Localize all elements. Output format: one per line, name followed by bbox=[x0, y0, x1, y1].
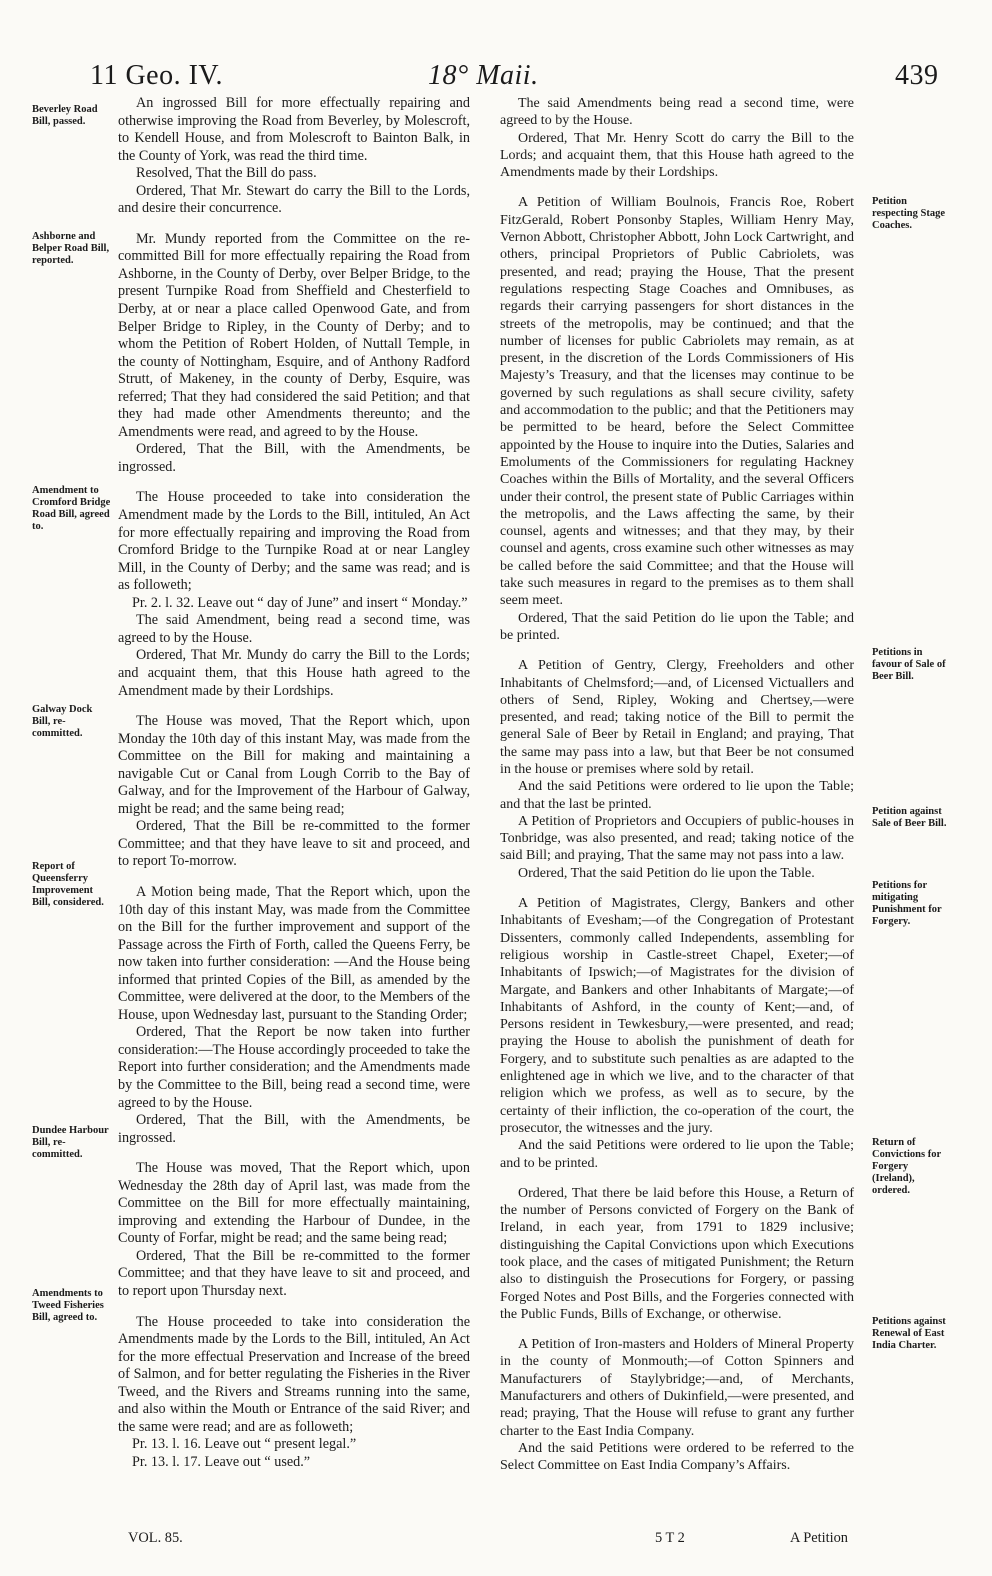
margin-note: Return of Convictions for Forgery (Ireland), ordered. bbox=[872, 1137, 941, 1196]
paragraph: Ordered, That Mr. Henry Scott do carry the Bill to the Lords; and acquaint them, that this House hath agreed to the Amendments made by their Lordships. bbox=[500, 130, 854, 181]
paragraph: The House was moved, That the Report which, upon Wednesday the 28th day of April last, was made from the Committee on the Bill for more effectually maintaining, improving and extending the Harbour of Dundee, in the County of Forfar, might be read; and the same being read; bbox=[118, 1160, 470, 1247]
paragraph: Ordered, That Mr. Stewart do carry the Bill to the Lords, and desire their concurrence. bbox=[118, 182, 470, 217]
margin-note: Ashborne and Belper Road Bill, reported. bbox=[32, 231, 110, 266]
paragraph: And the said Petitions were ordered to be referred to the Select Committee on East India Company’s Affairs. bbox=[500, 1440, 854, 1474]
paragraph: The said Amendment, being read a second time, was agreed to by the House. bbox=[118, 612, 470, 646]
paragraph: Ordered, That the Bill be re-committed to the former Committee; and that they have leave to sit and proceed, and to report upon Thursday next. bbox=[118, 1247, 470, 1299]
margin-note: Amendments to Tweed Fisheries Bill, agreed to. bbox=[32, 1288, 104, 1323]
margin-note: Galway Dock Bill, re-committed. bbox=[32, 704, 93, 739]
paragraph: A Motion being made, That the Report which, upon the 10th day of this instant May, was made from the Committee on the Bill for the further improvement and support of the Passage across the Firth of Forth, called the Queens Ferry, be now taken into further consideration: —And the House being informed that printed Copies of the Bill, as amended by the Committee, were delivered at the door, to the Members of the House, upon Wednesday last, pursuant to the Standing Order; bbox=[118, 883, 470, 1023]
paragraph: The House proceeded to take into consideration the Amendment made by the Lords to the Bill, intituled, An Act for more effectually repairing and improving the Road from Cromford Bridge to the Turnpike Road at or near Langley Mill, in the County of Derby; and the same was read; and is as followeth; bbox=[118, 489, 470, 594]
paragraph: The House was moved, That the Report which, upon Monday the 10th day of this instant May, was made from the Committee on the Bill for making and maintaining a navigable Cut or Canal from Lough Corrib to the Bay of Galway, and for the Improvement of the Harbour of Galway, might be read; and the same being read; bbox=[118, 713, 470, 817]
paragraph: The House proceeded to take into consideration the Amendments made by the Lords to the Bill, intituled, An Act for the more effectual Preservation and Increase of the breed of Salmon, and for better regulating the Fisheries in the River Tweed, and the Rivers and Streams running into the same, and also within the Mouth or Entrance of the said River; and the same were read; and are as followeth; bbox=[118, 1313, 470, 1435]
catchword: A Petition bbox=[790, 1530, 848, 1546]
paragraph: Ordered, That the Report be now taken into further consideration:—The House accordingly proceeded to take the Report into further consideration; and the Amendments made by the Committee to the Bill, being read a second time, were agreed to by the House. bbox=[118, 1024, 470, 1111]
amendment-line: Pr. 13. l. 17. Leave out “ used.” bbox=[132, 1453, 311, 1470]
paragraph: And the said Petitions were ordered to lie upon the Table; and that the last be printed. bbox=[500, 779, 854, 812]
amendment-line: Pr. 2. l. 32. Leave out “ day of June” and insert “ Monday.” bbox=[132, 594, 468, 611]
margin-note: Petitions against Renewal of East India Charter. bbox=[872, 1316, 946, 1351]
margin-note: Petition respecting Stage Coaches. bbox=[872, 196, 946, 231]
paragraph: The said Amendments being read a second time, were agreed to by the House. bbox=[500, 96, 854, 129]
margin-note: Petition against Sale of Beer Bill. bbox=[872, 806, 947, 829]
margin-note: Beverley Road Bill, passed. bbox=[32, 104, 98, 127]
paragraph: A Petition of Proprietors and Occupiers of public-houses in Tonbridge, was also presented, and read; taking notice of the said Bill; and praying, That the same may not pass into a law. bbox=[500, 813, 854, 864]
left-column bbox=[118, 95, 470, 1471]
paragraph: A Petition of Magistrates, Clergy, Bankers and other Inhabitants of Evesham;—of the Congregation of Protestant Dissenters, commonly called Independents, assembling for religious worship in Castle-street Chapel, Exeter;—of Inhabitants of Ipswich;—of Magistrates for the division of Margate, and Bankers and other Inhabitants of Margate;—of Inhabitants of Ashford, in the county of Kent;—and, of Persons resident in Tewkesbury,—were presented, and read; praying the House to abolish the punishment of death for Forgery, and to substitute such penalties as are adapted to the enlightened age in which we live, and to the character of that religion which we profess, as well as to secure, by the certainty of their infliction, the co-operation of the court, the prosecutor, the witnesses and the jury. bbox=[500, 896, 854, 1136]
paragraph: Ordered, That the said Petition do lie upon the Table; and be printed. bbox=[500, 610, 854, 643]
paragraph: Ordered, That there be laid before this House, a Return of the number of Persons convicted of Forgery on the Bank of Ireland, in each year, from 1791 to 1829 inclusive; distinguishing the Capital Convictions upon which Executions took place, and the cases of mitigated Punishment; the Return also to distinguish the Prosecutions for Forgery, or passing Forged Notes and Post Bills, and the Forgeries connected with the Public Funds, Bills of Exchange, or otherwise. bbox=[500, 1185, 854, 1322]
paragraph: A Petition of Gentry, Clergy, Freeholders and other Inhabitants of Chelmsford;—and, of Licensed Victuallers and others of Send, Ripley, Woking and Chertsey,—were presented, and read; taking notice of the Bill to permit the general Sale of Beer by Retail in England; and praying, That the same may pass into a law, but that Beer be not consumed in the house or premises where sold by retail. bbox=[500, 658, 854, 777]
signature-mark: 5 T 2 bbox=[655, 1530, 685, 1546]
paragraph: A Petition of William Boulnois, Francis Roe, Robert FitzGerald, Robert Ponsonby Staples, William Henry May, Vernon Abbott, Christopher Abbott, John Lock Cartwright, and others, principal Proprietors of Public Cabriolets, was presented, and read; praying the House, That the present regulations respecting Stage Coaches and Omnibuses, as regards their carrying passengers for short distances in the streets of the metropolis, may be continued; and that the number of licenses for public Cabriolets may remain, as at present, in the discretion of the Lords Commissioners of His Majesty’s Treasury, and that the licenses may continue to be governed by such regulations as shall secure civility, safety and accommodation to the public; and that the Petitioners may be permitted to be heard, before the Select Committee appointed by the House to inquire into the Duties, Salaries and Emoluments of the Commissioners for regulating Hackney Coaches within the Bills of Mortality, and the several Officers under their control, the present state of Public Carriages within the metropolis, and the Laws affecting the same, by their counsel, agents and witnesses; and that they may, by their counsel and agents, cross examine such other witnesses as may be called before the said Committee; and that the House will take such measures in regard to the premises as to them shall seem meet. bbox=[500, 195, 854, 609]
margin-note: Petitions for mitigating Punishment for Forgery. bbox=[872, 880, 942, 927]
paragraph: Ordered, That the Bill, with the Amendments, be ingrossed. bbox=[118, 1112, 470, 1146]
running-header bbox=[0, 60, 992, 100]
margin-note: Petitions in favour of Sale of Beer Bill. bbox=[872, 647, 946, 682]
paragraph: Resolved, That the Bill do pass. bbox=[136, 165, 317, 182]
paragraph: A Petition of Iron-masters and Holders of Mineral Property in the county of Monmouth;—of Cotton Spinners and Manufacturers of Staylybridge;—and, of Merchants, Manufacturers and others of Dukinfield,—were presented, and read; praying, That the House will refuse to grant any further charter to the East India Company. bbox=[500, 1337, 854, 1439]
paragraph: And the said Petitions were ordered to lie upon the Table; and to be printed. bbox=[500, 1138, 854, 1171]
margin-note: Report of Queensferry Improvement Bill, considered. bbox=[32, 861, 104, 908]
amendment-line: Pr. 13. l. 16. Leave out “ present legal.” bbox=[132, 1436, 357, 1453]
date-heading: 18° Maii. bbox=[428, 60, 539, 91]
paragraph: Mr. Mundy reported from the Committee on the re-committed Bill for more effectually repairing the Road from Ashborne, in the County of Derby, over Belper Bridge, to the present Turnpike Road from Sheffield and Chesterfield to Derby, at or near a place called Openwood Gate, and from Belper Bridge to Ripley, in the County of Derby; and to whom the Petition of Robert Holden, of Nuttall Temple, in the county of Nottingham, Esquire, and of Anthony Radford Strutt, of Makeney, in the county of Derby, Esquire, was referred; That they had considered the said Petition; and that they had made other Amendments thereunto; and the Amendments were read, and agreed to by the House. bbox=[118, 230, 470, 440]
paragraph: Ordered, That the Bill be re-committed to the former Committee; and that they have leave to sit and proceed, and to report To-morrow. bbox=[118, 818, 470, 870]
page-number: 439 bbox=[895, 60, 939, 91]
paragraph: An ingrossed Bill for more effectually repairing and otherwise improving the Road from Beverley, by Molescroft, to Kendell House, and from Molescroft to Bainton Balk, in the County of York, was read the third time. bbox=[118, 95, 470, 164]
paragraph: Ordered, That the Bill, with the Amendments, be ingrossed. bbox=[118, 441, 470, 475]
margin-note: Dundee Harbour Bill, re-committed. bbox=[32, 1125, 109, 1160]
right-column bbox=[500, 95, 854, 1475]
paragraph: Ordered, That the said Petition do lie upon the Table. bbox=[518, 865, 815, 881]
paragraph: Ordered, That Mr. Mundy do carry the Bill to the Lords; and acquaint them, that this House hath agreed to the Amendment made by their Lordships. bbox=[118, 647, 470, 699]
margin-note: Amendment to Cromford Bridge Road Bill, agreed to. bbox=[32, 485, 111, 532]
regnal-year: 11 Geo. IV. bbox=[90, 60, 224, 91]
volume-number: VOL. 85. bbox=[128, 1530, 183, 1546]
